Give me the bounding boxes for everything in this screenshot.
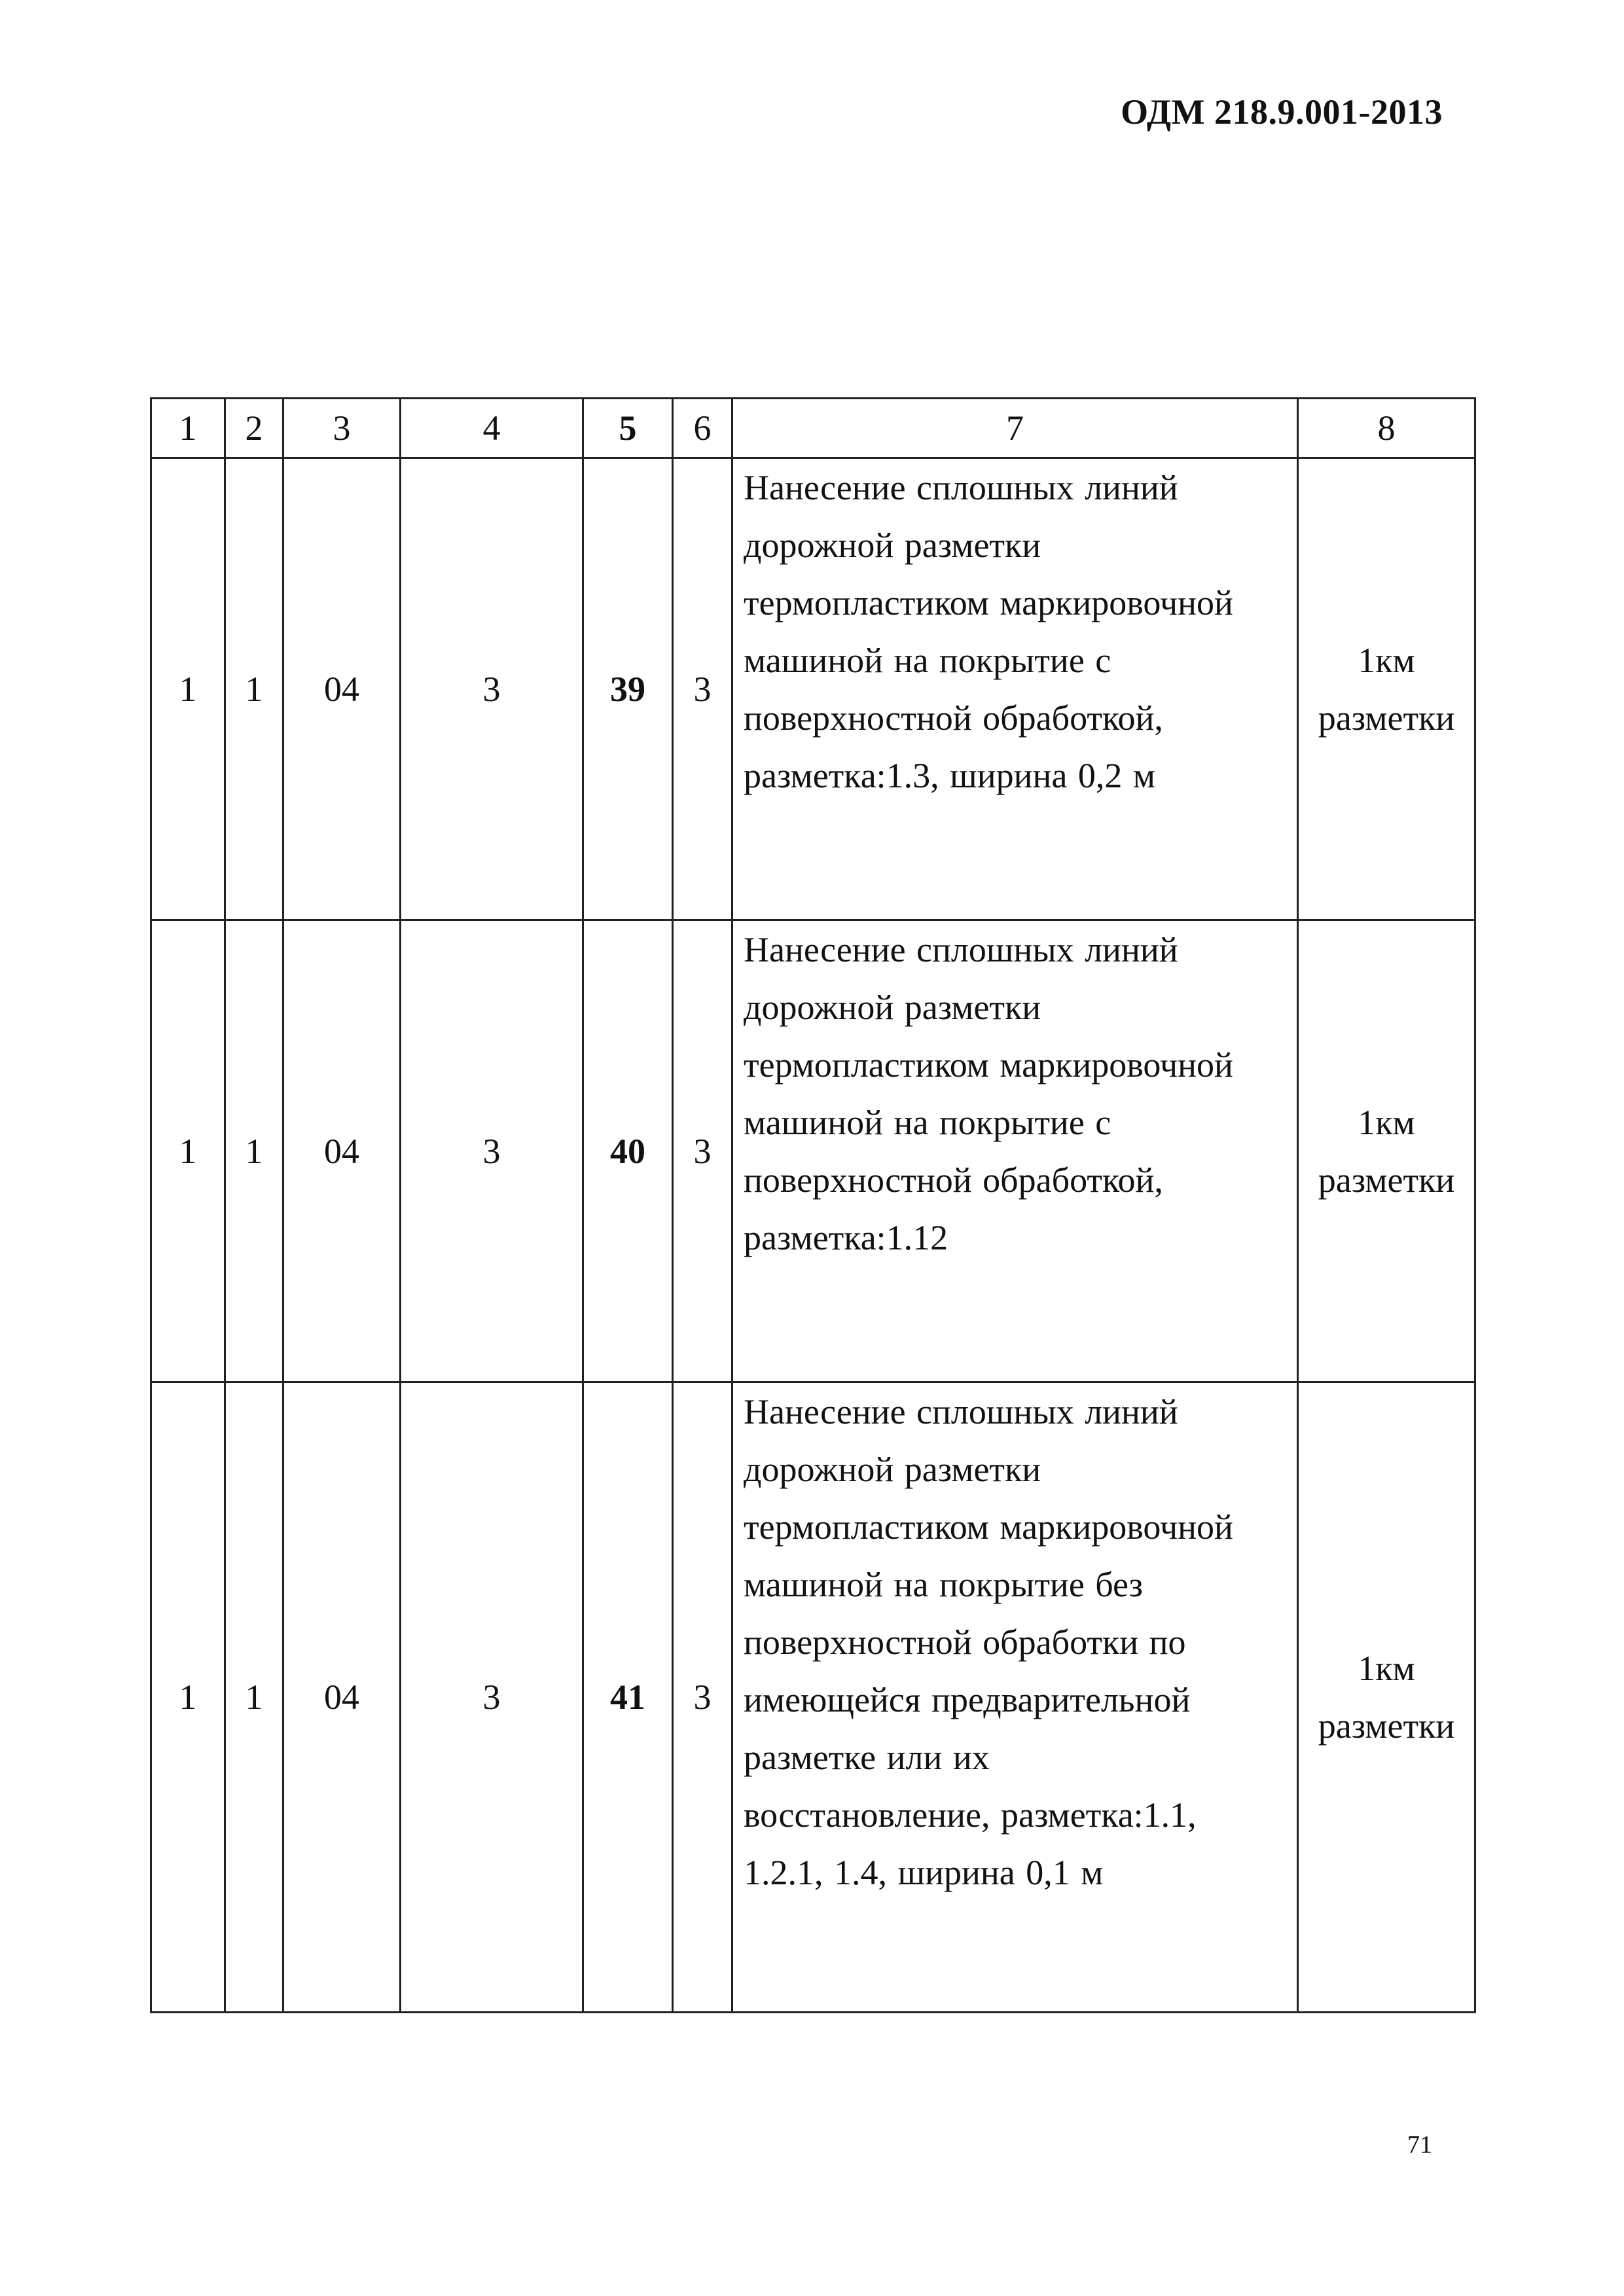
table-row: [151, 920, 1475, 1382]
description-line: Нанесение сплошных линий: [744, 1392, 1178, 1431]
column-header-1: 1: [151, 399, 225, 458]
unit-line: разметки: [1318, 698, 1455, 738]
document-table: [150, 397, 1476, 2013]
cell-col5: 40: [583, 920, 673, 1382]
page-number: 71: [1407, 2131, 1432, 2159]
table-row: [151, 458, 1475, 920]
cell-col1: 1: [151, 920, 225, 1382]
column-header-2: 2: [225, 399, 283, 458]
cell-col5: 39: [583, 458, 673, 920]
cell-unit: [1298, 1382, 1475, 2013]
description-line: термопластиком маркировочной: [744, 583, 1233, 622]
description-line: поверхностной обработкой,: [744, 1160, 1163, 1200]
column-header-5: 5: [583, 399, 673, 458]
description-line: Нанесение сплошных линий: [744, 468, 1178, 507]
cell-description: [732, 458, 1298, 920]
description-line: 1.2.1, 1.4, ширина 0,1 м: [744, 1853, 1104, 1892]
description-line: разметке или их: [744, 1738, 990, 1777]
description-line: разметка:1.12: [744, 1218, 948, 1257]
unit-line: разметки: [1318, 1160, 1455, 1200]
column-header-3: 3: [283, 399, 401, 458]
column-header-4: 4: [401, 399, 583, 458]
column-header-6: 6: [673, 399, 732, 458]
description-line: восстановление, разметка:1.1,: [744, 1795, 1197, 1835]
cell-col2: 1: [225, 1382, 283, 2013]
table-header-row: [151, 399, 1475, 458]
cell-col4: 3: [401, 458, 583, 920]
table-row: [151, 1382, 1475, 2013]
unit-line: 1км: [1358, 640, 1415, 680]
cell-col5: 41: [583, 1382, 673, 2013]
document-code: ОДМ 218.9.001-2013: [1121, 92, 1443, 132]
description-line: дорожной разметки: [744, 988, 1041, 1027]
unit-line: 1км: [1358, 1649, 1415, 1688]
cell-col6: 3: [673, 1382, 732, 2013]
cell-col4: 3: [401, 920, 583, 1382]
description-line: Нанесение сплошных линий: [744, 930, 1178, 969]
cell-description: [732, 920, 1298, 1382]
column-header-7: 7: [732, 399, 1298, 458]
column-header-8: 8: [1298, 399, 1475, 458]
cell-col3: 04: [283, 920, 401, 1382]
cell-unit: [1298, 920, 1475, 1382]
cell-col6: 3: [673, 458, 732, 920]
cell-col4: 3: [401, 1382, 583, 2013]
cell-col2: 1: [225, 458, 283, 920]
cell-unit: [1298, 458, 1475, 920]
description-line: дорожной разметки: [744, 1450, 1041, 1489]
description-line: поверхностной обработки по: [744, 1623, 1186, 1662]
description-line: машиной на покрытие с: [744, 641, 1111, 680]
cell-col1: 1: [151, 1382, 225, 2013]
cell-col6: 3: [673, 920, 732, 1382]
description-line: машиной на покрытие с: [744, 1103, 1111, 1142]
description-line: поверхностной обработкой,: [744, 698, 1163, 738]
cell-col2: 1: [225, 920, 283, 1382]
description-line: разметка:1.3, ширина 0,2 м: [744, 756, 1156, 795]
description-line: дорожной разметки: [744, 526, 1041, 565]
description-line: имеющейся предварительной: [744, 1680, 1191, 1719]
description-line: термопластиком маркировочной: [744, 1045, 1233, 1085]
cell-col3: 04: [283, 1382, 401, 2013]
cell-description: [732, 1382, 1298, 2013]
unit-line: 1км: [1358, 1102, 1415, 1142]
description-line: машиной на покрытие без: [744, 1565, 1144, 1604]
cell-col3: 04: [283, 458, 401, 920]
unit-line: разметки: [1318, 1706, 1455, 1746]
description-line: термопластиком маркировочной: [744, 1507, 1233, 1547]
cell-col1: 1: [151, 458, 225, 920]
